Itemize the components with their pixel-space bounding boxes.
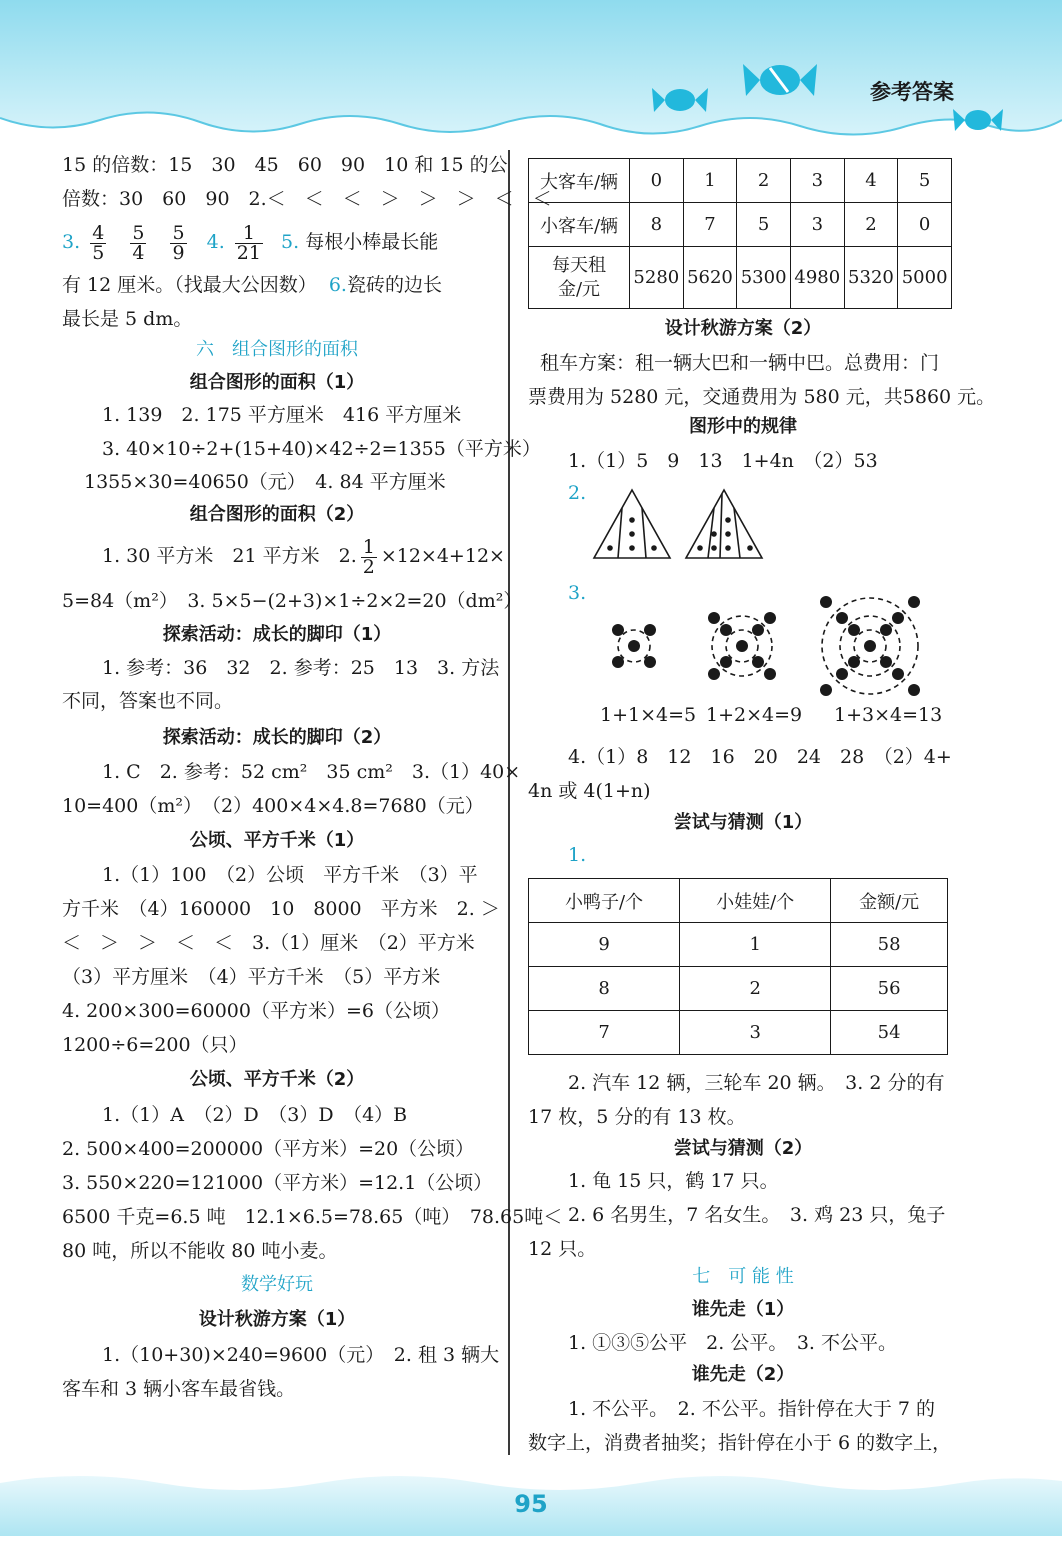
table-cell: 5000 [898,247,952,309]
fraction: $\frac{1}{2}$ [362,535,375,578]
table-cell: 54 [831,1011,948,1055]
answer-line [102,534,505,578]
table-cell: 3 [680,1011,831,1055]
table-cell: 0 [898,203,952,247]
item-number: 3. [62,231,81,253]
answer-line: 1.（1）5 9 13 1+4n （2）53 [568,450,878,472]
answer-line: 2. 500×400=200000（平方米）=20（公顷） [62,1138,475,1160]
table-cell: 1 [680,923,831,967]
lesson-heading: 尝试与猜测（1） [673,812,813,833]
table-row [529,1011,948,1055]
answer-line: 4n 或 4(1+n) [528,780,651,802]
lesson-heading: 公顷、平方千米（2） [189,1069,365,1090]
lesson-heading: 谁先走（1） [691,1299,795,1320]
table-cell: 5620 [683,247,737,309]
row-header: 小客车/辆 [529,203,630,247]
table-cell: 2 [680,967,831,1011]
table-cell: 9 [529,923,680,967]
row-header: 大客车/辆 [529,159,630,203]
lesson-heading: 公顷、平方千米（1） [189,830,365,851]
answer-line: 1. C 2. 参考：52 cm² 35 cm² 3.（1）40× [102,761,521,783]
answer-line: 4.（1）8 12 16 20 24 28 （2）4+ [568,746,952,768]
column-header: 小娃娃/个 [680,879,831,923]
answer-line: 1355×30=40650（元） 4. 84 平方厘米 [84,471,446,493]
fraction: $\frac{5}{4}$ [132,221,145,264]
table-cell: 5320 [844,247,898,309]
lesson-heading: 探索活动：成长的脚印（1） [162,624,392,645]
section-heading: 六 组合图形的面积 [196,339,358,360]
answer-line: 4. 200×300=60000（平方米）=6（公顷） [62,1000,450,1022]
item-number: 6. [328,274,347,296]
column-header: 小鸭子/个 [529,879,680,923]
table-cell: 0 [630,159,684,203]
table-cell: 4 [844,159,898,203]
answer-line: 1. ①③⑤公平 2. 公平。 3. 不公平。 [568,1332,898,1354]
page-header [0,0,1062,150]
item-number: 3. [568,582,587,604]
lesson-heading: 谁先走（2） [691,1364,795,1385]
dot-pattern-label: 1+2×4=9 [706,704,803,726]
answer-line: 2. 汽车 12 辆，三轮车 20 辆。 3. 2 分的有 [568,1072,945,1094]
answer-line: 6500 千克=6.5 吨 12.1×6.5=78.65（吨） 78.65吨＜ [62,1206,563,1228]
table-cell: 5 [737,203,791,247]
table-cell: 4980 [790,247,844,309]
table-cell: 8 [529,967,680,1011]
answer-line: 5=84（m²） 3. 5×5−(2+3)×1÷2×2=20（dm²） [62,590,523,612]
lesson-heading: 组合图形的面积（2） [189,504,365,525]
table-cell: 3 [790,203,844,247]
table-row [529,967,948,1011]
answer-line: 倍数：30 60 90 2.＜ ＜ ＜ ＞ ＞ ＞ ＜ ＜ [62,188,552,210]
column-header: 金额/元 [831,879,948,923]
answer-text: 1. 30 平方米 21 平方米 2. [102,545,357,567]
table-cell: 5300 [737,247,791,309]
fraction: $\frac{4}{5}$ [92,221,105,264]
lesson-heading: 设计秋游方案（1） [198,1309,356,1330]
page-title: 参考答案 [870,80,954,104]
table-cell: 7 [683,203,737,247]
page-number: 95 [514,1490,548,1518]
table-cell: 2 [844,203,898,247]
answer-line: 1.（1）100 （2）公顷 平方千米 （3）平 [102,864,478,886]
answer-line: 1.（10+30)×240=9600（元） 2. 租 3 辆大 [102,1344,500,1366]
answer-line: （3）平方厘米 （4）平方千米 （5）平方米 [62,966,441,988]
section-heading: 数学好玩 [241,1274,313,1295]
table-cell: 7 [529,1011,680,1055]
header-wave-decoration [0,0,1062,150]
answer-line: 1. 龟 15 只，鹤 17 只。 [568,1170,779,1192]
table-header-row [529,879,948,923]
table-row [529,247,952,309]
table-row [529,923,948,967]
dot-pattern-label: 1+1×4=5 [600,704,697,726]
answer-line: 不同，答案也不同。 [62,690,234,712]
answer-line: 80 吨，所以不能收 80 吨小麦。 [62,1240,338,1262]
answer-text: ×12×4+12× [380,545,505,567]
fraction-line [62,220,438,264]
answer-line: 3. 550×220=121000（平方米）=12.1（公顷） [62,1172,493,1194]
lesson-heading: 探索活动：成长的脚印（2） [162,727,392,748]
answer-line: 租车方案：租一辆大巴和一辆中巴。总费用：门 [540,352,940,374]
answer-line: 客车和 3 辆小客车最省钱。 [62,1378,296,1400]
table-cell: 56 [831,967,948,1011]
table-row [529,159,952,203]
table-cell: 8 [630,203,684,247]
item-number: 1. [568,844,587,866]
table-cell: 5280 [630,247,684,309]
item-number: 4. [206,231,225,253]
answer-line: 12 只。 [528,1238,597,1260]
item-number: 2. [568,482,587,504]
answer-text: 瓷砖的边长 [346,274,442,296]
lesson-heading: 尝试与猜测（2） [673,1138,813,1159]
answer-text: 有 12 厘米。（找最大公因数） [62,274,317,296]
dot-pattern-label: 1+3×4=13 [834,704,943,726]
answer-line: 方千米 （4）160000 10 8000 平方米 2. ＞ [62,898,500,920]
table-cell: 3 [790,159,844,203]
candy-icon [650,80,710,120]
fraction: $\frac{5}{9}$ [172,221,185,264]
answer-line: 1. 139 2. 175 平方厘米 416 平方厘米 [102,404,462,426]
table-cell: 5 [898,159,952,203]
dot-pattern-figure [598,588,958,700]
item-number: 5. [281,231,300,253]
answer-line: 1. 不公平。 2. 不公平。指针停在大于 7 的 [568,1398,936,1420]
row-header: 每天租金/元 [529,247,630,309]
candy-icon [950,95,1006,145]
guess-table [528,878,948,1055]
lesson-heading: 设计秋游方案（2） [664,318,822,339]
answer-line: 最长是 5 dm。 [62,308,193,330]
triangle-pattern-figure [592,488,792,560]
answer-line: 票费用为 5280 元，交通费用为 580 元，共5860 元。 [528,386,996,408]
answer-line: 15 的倍数：15 30 45 60 90 10 和 15 的公 [62,154,508,176]
lesson-heading: 图形中的规律 [689,416,797,437]
answer-text: 每根小棒最长能 [305,231,439,253]
answer-line: ＜ ＞ ＞ ＜ ＜ 3.（1）厘米 （2）平方米 [62,932,475,954]
answer-line [62,272,442,298]
answer-line: 1200÷6=200（只） [62,1034,248,1056]
table-cell: 1 [683,159,737,203]
lesson-heading: 组合图形的面积（1） [189,372,365,393]
rental-table [528,158,952,309]
answer-line: 1.（1）A （2）D （3）D （4）B [102,1104,408,1126]
answer-line: 1. 参考：36 32 2. 参考：25 13 3. 方法 [102,657,500,679]
answer-line: 10=400（m²） （2）400×4×4.8=7680（元） [62,795,484,817]
table-cell: 2 [737,159,791,203]
section-heading: 七 可 能 性 [692,1266,794,1287]
table-cell: 58 [831,923,948,967]
column-divider [508,150,510,1455]
answer-line: 数字上，消费者抽奖；指针停在小于 6 的数字上， [528,1432,952,1454]
table-row [529,203,952,247]
candy-icon [740,52,820,108]
answer-line: 17 枚，5 分的有 13 枚。 [528,1106,746,1128]
fraction: $\frac{1}{21}$ [236,221,261,264]
answer-line: 3. 40×10÷2+(15+40)×42÷2=1355（平方米） [102,438,541,460]
answer-line: 2. 6 名男生，7 名女生。 3. 鸡 23 只，兔子 [568,1204,946,1226]
